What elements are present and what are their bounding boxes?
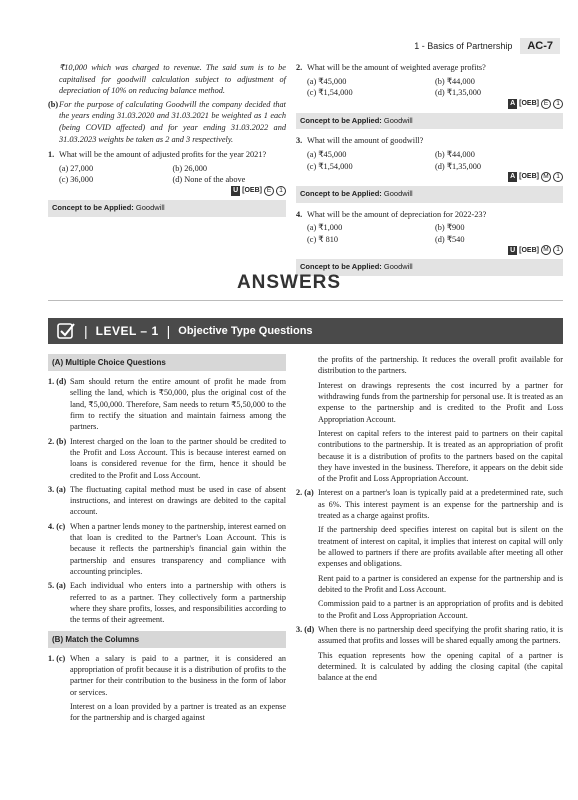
difficulty-badge: M — [541, 172, 551, 182]
answer-number: 1. (d) — [48, 377, 67, 387]
match-answer-2 — [296, 487, 563, 521]
level-badge: U — [233, 187, 239, 195]
question-text: What will be the amount of depreciation for 2022-23? — [307, 209, 487, 219]
answer-number: 2. (b) — [48, 436, 67, 446]
answer-text: When a partner lends money to the partnership, interest earned on that loan is credited to the Partner's Loan Account. This is because it reflects the partnership's financial gain within the partnership and ensures transparency and compliance with accounting principles. — [70, 521, 286, 577]
question-number: 4. — [296, 209, 303, 219]
question-1-tags — [48, 186, 286, 196]
marks-badge: 1 — [553, 99, 563, 109]
board-tag: [OEB] — [519, 173, 539, 181]
question-text: What will the amount of goodwill? — [307, 136, 424, 146]
difficulty-badge: E — [264, 186, 274, 196]
answer-paragraph: Interest on capital refers to the interest paid to partners on their capital contributions to the partnership. It is treated as an appropriation of profit because it is a distribution of profits to the partners based on the capital they have invested in the business. Therefore, it appears on the debit side of the Profit and Loss Appropriation Account. — [318, 428, 563, 484]
option-d: (d) None of the above — [172, 175, 246, 185]
option-d: (d) ₹540 — [435, 234, 465, 244]
answer-text: The fluctuating capital method must be used in case of absent instructions, and interest on drawings are debited to the capital account. — [70, 484, 286, 517]
option-a: (a) ₹45,000 — [307, 149, 347, 159]
concept-box — [296, 186, 563, 203]
answer-paragraph: This equation represents how the opening capital of a partner is determined. It is calculated by adding the closing capital (the capital balance at the end — [318, 650, 563, 683]
answer-text: Sam should return the entire amount of profit he made from selling the land, which is ₹50,000, plus the original cost of the land, ₹5,00,000. Therefore, Sam needs to return ₹5,50,000 to the firm to rectify the situation and maintain fairness among the partners. — [70, 377, 286, 432]
answer-paragraph: Interest on a loan provided by a partner is treated as an expense for the partnership and is charged against — [70, 701, 286, 723]
question-4-options — [296, 222, 563, 245]
option-a: (a) ₹1,000 — [307, 223, 343, 233]
answer-1 — [48, 376, 286, 433]
right-top-column — [296, 62, 563, 282]
option-c: (c) ₹1,54,000 — [307, 161, 353, 171]
question-3-tags — [296, 172, 563, 182]
question-1-options — [48, 163, 286, 186]
page-code: AC-7 — [520, 38, 560, 54]
concept-value: Goodwill — [383, 115, 413, 125]
option-b: (b) ₹44,000 — [435, 76, 475, 86]
divider — [48, 300, 563, 301]
match-answer-3 — [296, 624, 563, 647]
difficulty-badge: M — [541, 245, 551, 255]
concept-label: Concept to be Applied: — [300, 115, 382, 125]
concept-label: Concept to be Applied: — [52, 203, 134, 213]
concept-label: Concept to be Applied: — [300, 189, 382, 199]
answer-5 — [48, 580, 286, 625]
question-2-options — [296, 76, 563, 99]
section-heading: (A) Multiple Choice Questions — [48, 354, 286, 371]
page-header — [414, 38, 560, 54]
concept-box — [48, 200, 286, 217]
answer-2 — [48, 436, 286, 481]
left-top-column — [48, 62, 286, 223]
answer-paragraph: the profits of the partnership. It reduces the overall profit available for distribution to the partners. — [318, 355, 563, 376]
answer-number: 2. (a) — [296, 488, 314, 498]
option-d: (d) ₹1,35,000 — [435, 88, 482, 98]
question-number: 3. — [296, 136, 303, 146]
answer-text: Each individual who enters into a partnership with others is referred to as a partner. They collectively form a partnership where they share profits, losses, and responsibilities according to the terms of their agreement. — [70, 581, 286, 625]
question-2-tags — [296, 99, 563, 109]
option-a: (a) ₹45,000 — [307, 76, 347, 86]
option-c: (c) 36,000 — [59, 175, 94, 185]
marks-badge: 1 — [553, 245, 563, 255]
answer-paragraph: Rent paid to a partner is considered an expense for the partnership and is debited to the Profit and Loss Account. — [318, 573, 563, 594]
checkbox-check-icon — [56, 321, 76, 341]
option-c: (c) ₹1,54,000 — [307, 88, 353, 98]
question-number: 1. — [48, 150, 55, 160]
level-banner — [48, 318, 563, 344]
answer-paragraph: Commission paid to a partner is an appropriation of profits and is debited to the Profit and Loss Appropriation Account. — [318, 599, 563, 620]
level-badge: U — [510, 246, 516, 254]
board-tag: [OEB] — [519, 99, 539, 107]
option-b: (b) 26,000 — [172, 163, 208, 173]
level-label: LEVEL – 1 — [95, 324, 159, 338]
option-b: (b) ₹44,000 — [435, 149, 475, 159]
option-d: (d) ₹1,35,000 — [435, 161, 482, 171]
answer-4 — [48, 521, 286, 578]
level-badge: A — [510, 173, 516, 181]
answer-text: When there is no partnership deed specifying the profit sharing ratio, it is assumed that profits and losses will be shared equally among the partners. — [318, 624, 563, 646]
case-item-b — [48, 99, 286, 145]
question-2 — [296, 62, 563, 74]
intro-text: ₹10,000 which was charged to revenue. The said sum is to be capitalised for goodwill calculation subject to adjustment of depreciation of 10% on reducing balance method. — [59, 63, 286, 96]
answer-number: 3. (d) — [296, 624, 315, 634]
question-number: 2. — [296, 63, 303, 72]
answer-3 — [48, 484, 286, 518]
concept-label: Concept to be Applied: — [300, 262, 382, 272]
left-answers-column — [48, 354, 286, 727]
board-tag: [OEB] — [519, 246, 539, 254]
case-item-b-label: (b) — [48, 99, 59, 109]
right-answers-column — [296, 354, 563, 686]
match-answer-1 — [48, 653, 286, 698]
answers-heading: ANSWERS — [236, 272, 342, 293]
question-4 — [296, 209, 563, 221]
question-text: What will be the amount of adjusted profits for the year 2021? — [59, 150, 267, 160]
case-item-b-text: For the purpose of calculating Goodwill the company decided that the years ending 31.03.2020 and 31.03.2021 be weighted as 1 each (being COVID affected) and for year ending 31.03.2022 and 31.03.2023 weights be taken as 2 and 3 respectively. — [59, 99, 286, 144]
answer-text: Interest charged on the loan to the partner should be credited to the Profit and Loss Account. This is because interest earned on loans is considered revenue for the firm, hence it should be credited to the Profit and Loss Account. — [70, 436, 286, 480]
separator: | — [166, 323, 171, 339]
answer-paragraph: If the partnership deed specifies interest on capital but is silent on the treatment of interest on capital, it implies that interest on capital will only be allowed to partners if there are profits available after meeting all other expenses and obligations. — [318, 525, 563, 569]
answer-number: 3. (a) — [48, 484, 66, 494]
board-tag: [OEB] — [242, 187, 262, 195]
concept-value: Goodwill — [135, 203, 165, 213]
answer-text: When a salary is paid to a partner, it is considered an appropriation of profit because it is a distribution of profits to the partner for their contribution to the business in the form of labor or services. — [70, 653, 286, 697]
answer-number: 1. (c) — [48, 653, 66, 663]
option-c: (c) ₹ 810 — [307, 234, 339, 244]
difficulty-badge: E — [541, 99, 551, 109]
level-badge: A — [510, 99, 516, 107]
answer-paragraph: Interest on drawings represents the cost incurred by a partner for withdrawing funds from the partnership for personal use. It is treated as an expense to the partnership and is credited to the Profit and Loss Appropriation Account. — [318, 380, 563, 424]
question-1 — [48, 149, 286, 161]
answer-text: Interest on a partner's loan is typically paid at a predetermined rate, such as 6%. This interest payment is an expense for the partnership and is treated as a charge against profits. — [318, 488, 563, 521]
level-title: Objective Type Questions — [178, 325, 313, 337]
marks-badge: 1 — [276, 186, 286, 196]
section-heading: (B) Match the Columns — [48, 631, 286, 648]
concept-box — [296, 113, 563, 130]
chapter-title: 1 - Basics of Partnership — [414, 41, 513, 51]
option-a: (a) 27,000 — [59, 163, 94, 173]
option-b: (b) ₹900 — [435, 223, 465, 233]
answer-number: 4. (c) — [48, 521, 66, 531]
separator: | — [84, 323, 88, 339]
answer-number: 5. (a) — [48, 581, 66, 591]
question-3 — [296, 135, 563, 147]
question-text: What will be the amount of weighted average profits? — [307, 63, 486, 72]
question-3-options — [296, 149, 563, 172]
concept-value: Goodwill — [383, 189, 413, 199]
marks-badge: 1 — [553, 172, 563, 182]
concept-value: Goodwill — [383, 262, 413, 272]
question-4-tags — [296, 245, 563, 255]
